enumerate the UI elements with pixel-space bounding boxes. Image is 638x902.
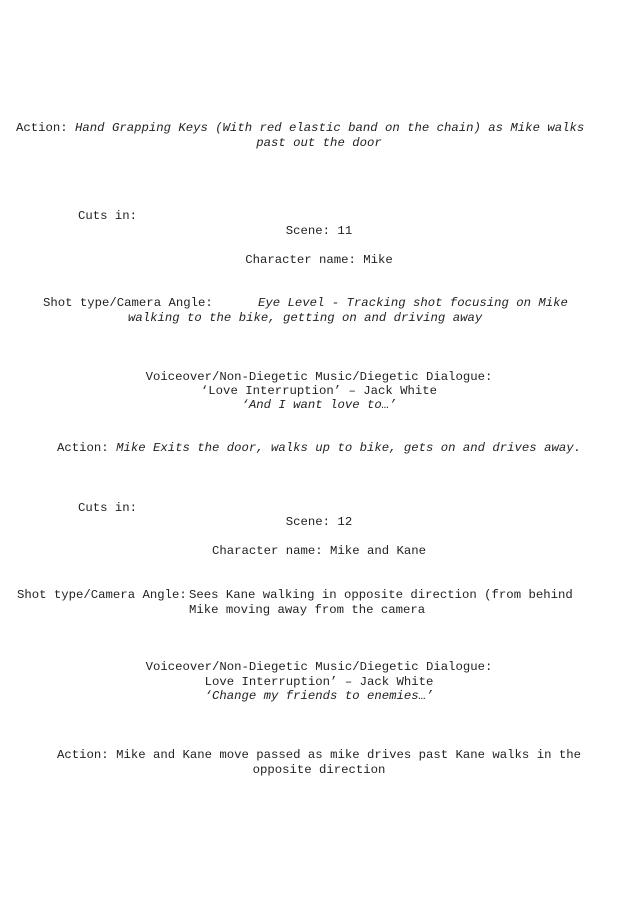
shot-type-label: Shot type/Camera Angle: bbox=[17, 588, 187, 602]
action-description: Mike Exits the door, walks up to bike, gets on and drives away. bbox=[116, 441, 581, 455]
shot-description-line-1: Eye Level - Tracking shot focusing on Mike bbox=[258, 296, 568, 310]
song-title: Love Interruption’ – Jack White bbox=[204, 675, 434, 689]
action-line-1 bbox=[16, 121, 584, 136]
cuts-in-label: Cuts in: bbox=[78, 501, 138, 515]
shot-description-line-2: walking to the bike, getting on and driving away bbox=[128, 311, 483, 325]
song-lyric: ‘And I want love to…’ bbox=[241, 398, 397, 412]
action-line-2: past out the door bbox=[256, 136, 382, 150]
voiceover-heading: Voiceover/Non-Diegetic Music/Diegetic Dialogue: bbox=[145, 660, 493, 674]
action-line-1: Action: Mike and Kane move passed as mike drives past Kane walks in the bbox=[57, 748, 581, 762]
character-name: Character name: Mike bbox=[245, 253, 393, 267]
action-label: Action: bbox=[57, 441, 109, 455]
shot-type-label: Shot type/Camera Angle: bbox=[43, 296, 213, 310]
voiceover-heading: Voiceover/Non-Diegetic Music/Diegetic Dialogue: bbox=[145, 370, 493, 384]
scene-number: Scene: 12 bbox=[285, 515, 353, 529]
action-description: Hand Grapping Keys (With red elastic band on the chain) as Mike walks bbox=[75, 121, 585, 135]
action-line-2: opposite direction bbox=[252, 763, 386, 777]
cuts-in-label: Cuts in: bbox=[78, 209, 138, 223]
song-lyric: ‘Change my friends to enemies…’ bbox=[204, 689, 434, 703]
shot-description-line-2: Mike moving away from the camera bbox=[189, 603, 426, 617]
character-name: Character name: Mike and Kane bbox=[211, 544, 426, 558]
song-title: ‘Love Interruption’ – Jack White bbox=[200, 384, 438, 398]
action-line bbox=[0, 441, 638, 456]
shot-description-line-1: Sees Kane walking in opposite direction (from behind bbox=[189, 588, 573, 602]
action-label: Action: bbox=[16, 121, 68, 135]
scene-number: Scene: 11 bbox=[285, 224, 353, 238]
